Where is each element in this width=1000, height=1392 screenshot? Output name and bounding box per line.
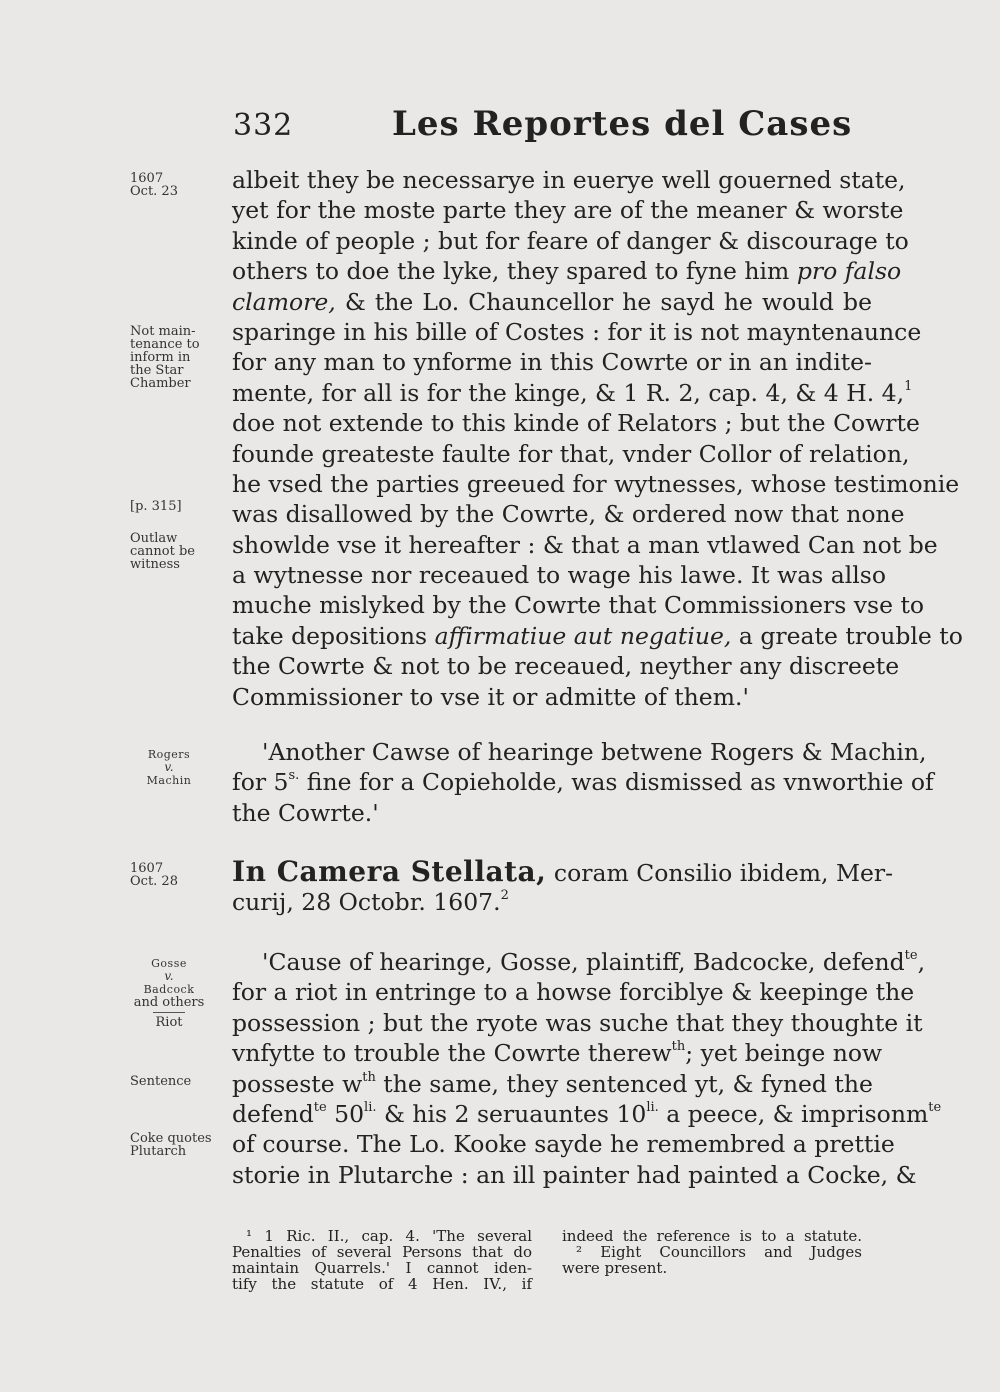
- running-title: Les Reportes del Cases: [392, 104, 853, 144]
- margin-date-oct23: [130, 172, 178, 198]
- page-number: 332: [233, 108, 294, 143]
- margin-day: Oct. 23: [130, 184, 178, 199]
- margin-note-outlaw: Outlaw cannot be witness: [130, 531, 195, 572]
- margin-note-maintenance: Not main- tenance to inform in the Star Chamber: [130, 324, 200, 391]
- margin-page-ref: [p. 315]: [130, 499, 182, 514]
- margin-note-sentence: Sentence: [130, 1074, 192, 1089]
- footnote-ref-2: 2: [500, 888, 509, 904]
- margin-date-oct28: 1607 Oct. 28: [130, 861, 178, 889]
- footnote-2: indeed the reference is to a statute. ² Eight Councillors and Judges were present.: [562, 1227, 862, 1277]
- margin-note-coke: Coke quotes Plutarch: [130, 1131, 212, 1159]
- margin-case-gosse-badcock: Gosse v. Badcock and others Riot: [133, 957, 205, 1030]
- margin-rule: [153, 1012, 185, 1013]
- paragraph-1: albeit they be necessarye in euerye well gouerned state, yet for the moste parte they are of the meaner & worste kinde of people ; but for feare of danger & discourage to others to doe the lyke, they spared to fyne him pro falso clamore, & the Lo. Chauncellor he sayd he would be sparinge in his bille of Costes : for it is not mayntenaunce for any man to ynforme in this Cowrte or in an indite- mente, for all is for the kinge, & 1 R. 2, cap. 4, & 4 H. 4,$^1$ doe not extende to this kinde of Relators ; but the Cowrte founde greateste faulte for that, vnder Collor of relation, he vsed the parties greeued for wytnesses, whose testimonie was disallowed by the Cowrte, & ordered now that none showlde vse it hereafter : & that a man vtlawed Can not be a wytnesse nor receaued to wage his lawe. It was allso muche mislyked by the Cowrte that Commissioners vse to take depositions affirmatiue aut negatiue, a greate trouble to the Cowrte & not to be receaued, neyther any discreete Commissioner to vse it or admitte of them.': [232, 166, 963, 711]
- margin-year: 1607: [130, 171, 164, 186]
- paragraph-2: 'Another Cawse of hearinge betwene Rogers & Machin, for $5^{s.}$ fine for a Copieholde, was dismissed as vnworthie of the Cowrte.': [232, 738, 934, 827]
- paragraph-3: 'Cause of hearinge, Gosse, plaintiff, Badcocke, defend$^{te}$, for a riot in entringe to a howse forciblye & keepinge the possession ; but the ryote was suche that they thoughte it vnfytte to trouble the Cowrte therew$^{th}$; yet beinge now posseste $w^{th}$ the same, they sentenced yt, & fyned the defend$^{te}$ $50^{li.}$ & his 2 seruauntes $10^{li.}$ a peece, & imprisonm$^{te}$ of course. The Lo. Kooke sayde he remembred a prettie storie in Plutarche : an ill painter had painted a Cocke, &: [232, 948, 942, 1189]
- section-heading: In Camera Stellata, coram Consilio ibidem, Mer- curij, 28 Octobr. 1607.$^2$: [232, 855, 894, 917]
- footnote-1: ¹ 1 Ric. II., cap. 4. 'The several Penalties of several Persons that do maintain Quarrels.' I cannot iden- tify the statute of 4 Hen. IV., if: [232, 1227, 532, 1293]
- margin-case-rogers-machin: Rogers v. Machin: [146, 748, 192, 787]
- footnote-ref-1: 1: [904, 378, 913, 394]
- blackletter-heading: In Camera Stellata,: [232, 855, 547, 888]
